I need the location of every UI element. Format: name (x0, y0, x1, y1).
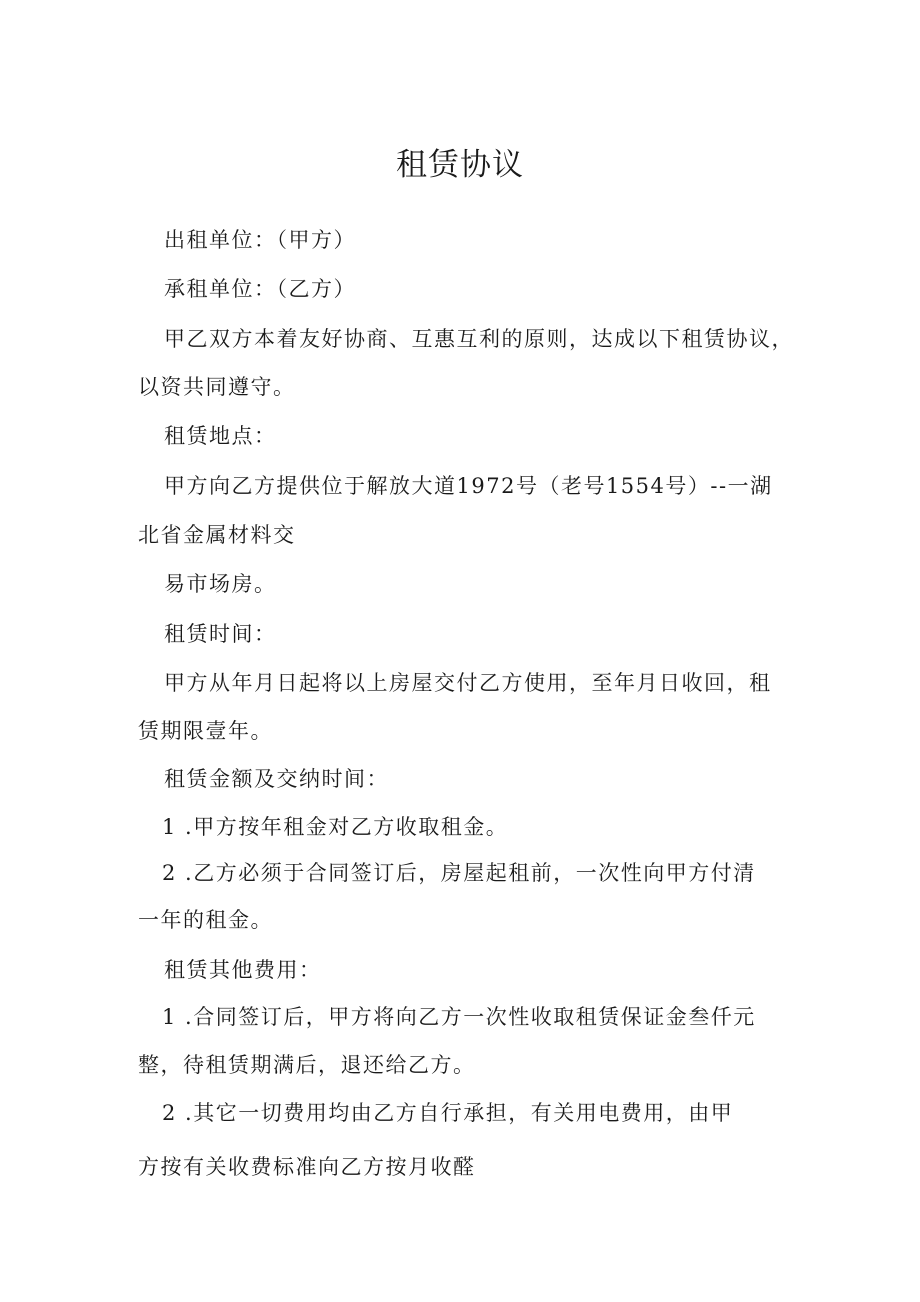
location-line-2: 北省金属材料交 (138, 523, 296, 547)
fees-item-1-line-1: 1 .合同签订后，甲方将向乙方一次性收取租赁保证金叁仟元 (162, 1005, 756, 1029)
rent-item-2-line-2: 一年的租金。 (138, 908, 273, 932)
time-heading: 租赁时间： (164, 622, 277, 646)
fees-heading: 租赁其他费用： (164, 958, 322, 982)
intro-paragraph-line-2: 以资共同遵守。 (138, 375, 296, 399)
location-heading: 租赁地点： (164, 424, 277, 448)
rent-item-1: 1 .甲方按年租金对乙方收取租金。 (162, 815, 509, 839)
time-line-1: 甲方从年月日起将以上房屋交付乙方使用，至年月日收回，租 (164, 671, 772, 695)
fees-item-1-line-2: 整，待租赁期满后，退还给乙方。 (138, 1053, 476, 1077)
lessee-line: 承租单位：（乙方） (164, 277, 356, 301)
rent-item-2-line-1: 2 .乙方必须于合同签订后，房屋起租前，一次性向甲方付清 (162, 861, 756, 885)
fees-item-2-line-1: 2 .其它一切费用均由乙方自行承担，有关用电费用，由甲 (162, 1101, 734, 1125)
rent-heading: 租赁金额及交纳时间： (164, 767, 389, 791)
time-line-2: 赁期限壹年。 (138, 719, 273, 743)
fees-item-2-line-2: 方按有关收费标准向乙方按月收醛 (138, 1155, 476, 1179)
location-line-3: 易市场房。 (164, 572, 277, 596)
lessor-line: 出租单位：（甲方） (164, 228, 356, 252)
document-title: 租赁协议 (396, 147, 524, 183)
intro-paragraph-line-1: 甲乙双方本着友好协商、互惠互利的原则，达成以下租赁协议， (164, 327, 794, 351)
location-line-1: 甲方向乙方提供位于解放大道1972号（老号1554号）--一湖 (164, 474, 773, 498)
